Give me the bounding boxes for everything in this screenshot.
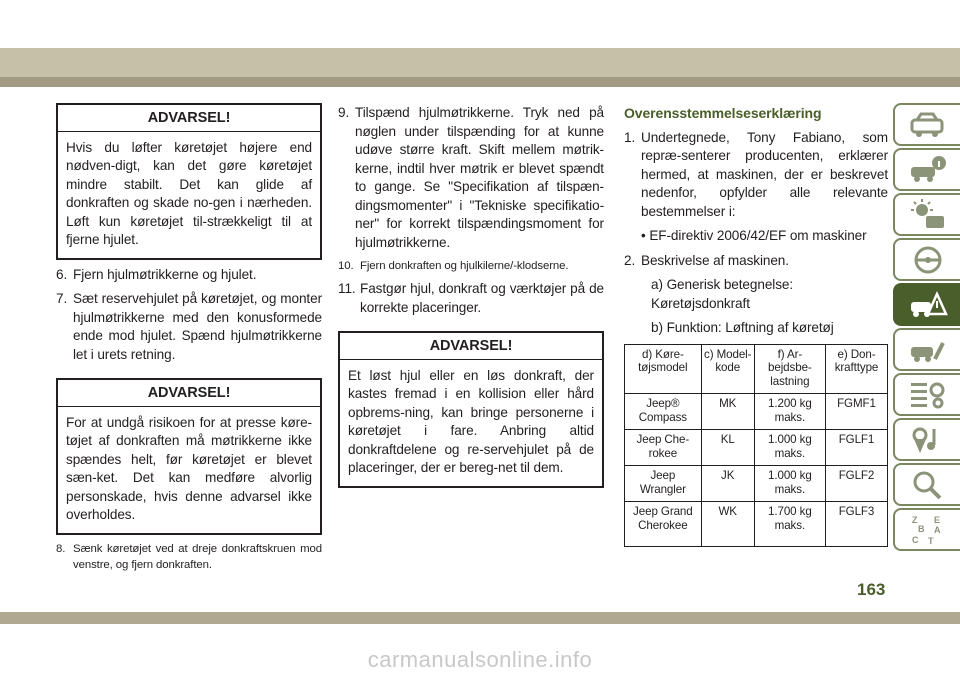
table-cell: WK (701, 502, 754, 547)
step-text: Fjern donkraften og hjulkilerne/-klodserne. (360, 260, 569, 272)
car-wrench-icon[interactable] (893, 328, 960, 371)
item-number: 1. (624, 129, 636, 145)
table-cell: Jeep Grand Cherokee (625, 502, 702, 547)
svg-text:C: C (911, 534, 918, 545)
header-band-dark (0, 77, 960, 87)
warning-text: Et løst hjul eller en løs donkraft, der kastes fremad i en kollision eller hård opbrems-ning, kan bringe personerne i køretøjet i fare. Anbring altid donkraftdelene og re-servehjulet på de placeringer, der er bereg-net til dem. (348, 367, 594, 475)
svg-text:E: E (933, 514, 940, 525)
item-number: 2. (624, 252, 636, 268)
header-band (0, 48, 960, 77)
conformity-item-2 (624, 252, 888, 271)
svg-text:A: A (933, 524, 940, 535)
table-row (625, 502, 888, 547)
music-location-icon[interactable] (893, 418, 960, 461)
step-text: Sænk køretøjet ved at dreje donkraftskruen mod venstre, og fjern donkraften. (73, 542, 322, 571)
warning-title: ADVARSEL! (58, 105, 320, 132)
step-text: Fastgør hjul, donkraft og værktøjer på de korrekte placeringer. (360, 281, 604, 315)
svg-text:T: T (927, 535, 933, 546)
table-row (625, 430, 888, 466)
watermark: carmanualsonline.info (367, 647, 593, 672)
step-number: 11. (338, 281, 356, 296)
step-number: 9. (338, 105, 350, 120)
item-text: Undertegnede, Tony Fabiano, som repræ-senterer producenten, erklærer hermed, at maskinen, der er beskrevet nedenfor, opfylder alle relevante bestemmelser i: (641, 129, 888, 219)
list-gears-icon[interactable] (893, 373, 960, 416)
column-left (56, 103, 322, 573)
step-6 (56, 266, 322, 285)
sun-lights-icon[interactable] (893, 193, 960, 236)
alphabet-index-icon[interactable] (893, 508, 960, 551)
table-cell: MK (701, 394, 754, 430)
warning-title: ADVARSEL! (340, 333, 602, 360)
steering-wheel-icon[interactable] (893, 238, 960, 281)
table-cell: 1.000 kg maks. (754, 430, 825, 466)
column-middle (338, 104, 604, 488)
page-number: 163 (857, 580, 886, 599)
step-11 (338, 280, 604, 317)
table-header: c) Model-kode (701, 344, 754, 394)
table-cell: FGLF3 (825, 502, 887, 547)
table-cell: Jeep Che-rokee (625, 430, 702, 466)
step-number: 10. (338, 260, 354, 272)
generic-designation: a) Generisk betegnelse: Køretøjsdonkraft (651, 277, 794, 311)
table-row (625, 466, 888, 502)
warning-text: For at undgå risikoen for at presse køre-tøjet af donkraften må møtrikkerne ikke spændes helt, før køretøjet er blevet sæn-ket. Det kan medføre alvorlig personskade, hvis denne advarsel ikke overholdes. (66, 414, 312, 522)
jack-table (624, 344, 888, 548)
table-cell: FGMF1 (825, 394, 887, 430)
table-cell: KL (701, 430, 754, 466)
table-cell: JK (701, 466, 754, 502)
step-number: 8. (56, 542, 66, 555)
warning-box (56, 103, 322, 260)
conformity-item-1 (624, 129, 888, 222)
table-cell: 1.000 kg maks. (754, 466, 825, 502)
column-right (624, 104, 888, 547)
car-dashboard-icon[interactable] (893, 103, 960, 146)
table-cell: FGLF1 (825, 430, 887, 466)
warning-box (338, 331, 604, 488)
table-cell: Jeep Wrangler (625, 466, 702, 502)
table-cell: 1.700 kg maks. (754, 502, 825, 547)
search-icon[interactable] (893, 463, 960, 506)
warning-title: ADVARSEL! (58, 380, 320, 407)
directive-bullet: • EF-direktiv 2006/42/EF om maskiner (641, 228, 867, 243)
chapter-sidebar (893, 103, 960, 553)
step-text: Tilspænd hjulmøtrikkerne. Tryk ned på nøglen under tilspænding for at kunne udøve større kraft. Skift mellem møtrik-kerne, indtil hver møtrik er blevet spændt to gange. Se "Specifikation af tilspæn-dingsmomenter" i "Tekniske specifikatio-ner" for korrekt tilspændingsmoment for hjulmøtrikkerne. (355, 105, 604, 250)
svg-text:Z: Z (911, 514, 917, 525)
item-text: Beskrivelse af maskinen. (641, 252, 789, 268)
car-hazard-warning-icon[interactable] (893, 283, 960, 326)
step-9 (338, 104, 604, 252)
step-7 (56, 290, 322, 364)
table-header: d) Køre-tøjsmodel (625, 344, 702, 394)
step-8 (56, 541, 322, 573)
svg-text:B: B (917, 523, 924, 534)
table-row (625, 394, 888, 430)
table-cell: 1.200 kg maks. (754, 394, 825, 430)
table-header-row (625, 344, 888, 394)
table-header: e) Don-krafttype (825, 344, 887, 394)
table-header: f) Ar-bejdsbe-lastning (754, 344, 825, 394)
step-text: Sæt reservehjulet på køretøjet, og monter hjulmøtrikkerne med den konusformede ende mod hjulet. Spænd hjulmøtrikkerne let i urets retning. (73, 291, 322, 362)
warning-box (56, 378, 322, 535)
table-cell: Jeep® Compass (625, 394, 702, 430)
step-number: 7. (56, 291, 68, 306)
footer-band (0, 612, 960, 624)
warning-text: Hvis du løfter køretøjet højere end nødven-digt, kan det gøre køretøjet mindre stabilt. Det kan glide af donkraften og skade no-gen i nærheden. Løft kun køretøjet til-strækkeligt til at fjerne hjulet. (66, 139, 312, 247)
function-line: b) Funktion: Løftning af køretøj (651, 320, 834, 335)
step-10 (338, 258, 604, 274)
section-heading: Overensstemmelseserklæring (624, 105, 822, 121)
step-text: Fjern hjulmøtrikkerne og hjulet. (73, 266, 257, 282)
car-info-icon[interactable] (893, 148, 960, 191)
table-cell: FGLF2 (825, 466, 887, 502)
step-number: 6. (56, 266, 68, 282)
